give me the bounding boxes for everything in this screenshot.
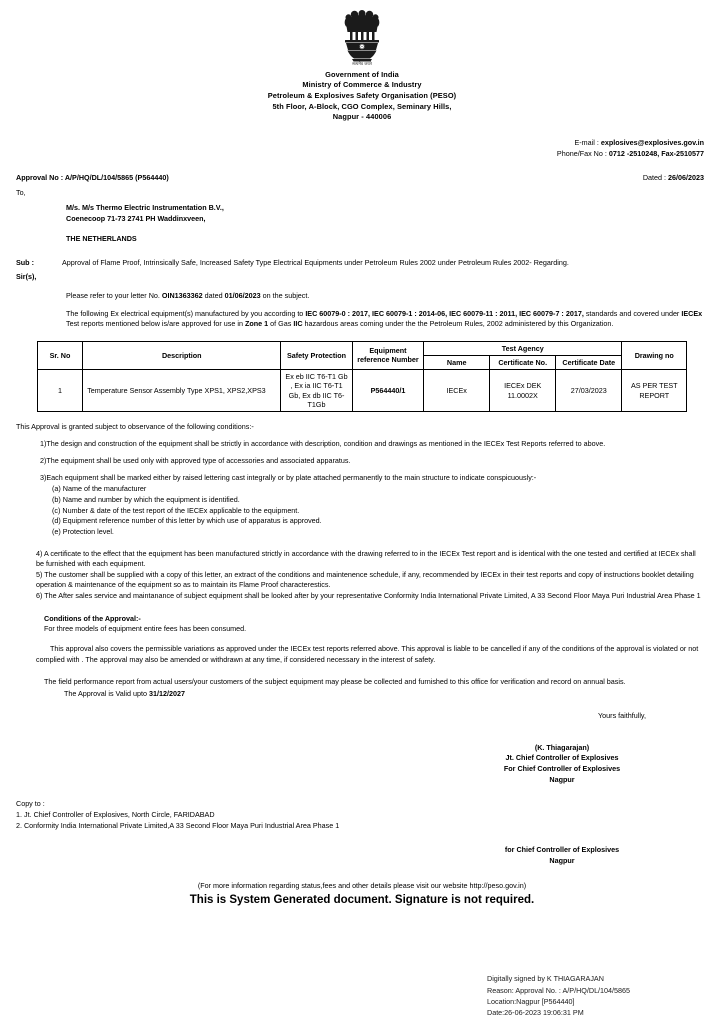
condition-3-sub-e: (e) Protection level.: [52, 527, 114, 537]
field-performance-paragraph: The field performance report from actual users/your customers of the subject equipment may please be collected and furnished to this office for verification and record on annual basis.: [44, 677, 626, 687]
standards-list: IEC 60079-0 : 2017, IEC 60079-1 : 2014-06, IEC 60079-11 : 2011, IEC 60079-7 : 2017,: [305, 309, 584, 319]
signatory-block: [416, 743, 708, 786]
standards-prefix: The following Ex electrical equipment(s) manufactured by you according to: [66, 309, 304, 319]
cell-safety-protection: Ex eb IIC T6-T1 Gb , Ex ia IIC T6-T1 Gb, Ex db IIC T6-T1Gb: [281, 369, 352, 411]
ref-middle: dated: [204, 290, 223, 300]
header-agency-name: Name: [424, 355, 490, 369]
organisation-address-block: [16, 70, 708, 124]
digisig-signed-by: Digitally signed by K THIAGARAJAN: [487, 974, 604, 984]
header-certificate-no: Certificate No.: [490, 355, 556, 369]
condition-item-4: 4) A certificate to the effect that the equipment has been manufactured strictly in accordance with the drawing referred to in the IECEx Test report and is identical with the one tested and certified at IECEx shall be furnished with each equipment.: [36, 549, 696, 569]
validity-prefix: The Approval is Valid upto: [64, 688, 147, 698]
for-cce-city: Nagpur: [549, 856, 575, 865]
equipment-table: [37, 341, 687, 412]
org-line-2: Ministry of Commerce & Industry: [302, 80, 422, 90]
signatory-name: (K. Thiagarajan): [534, 742, 590, 752]
svg-text:सत्यमेव जयते: सत्यमेव जयते: [352, 61, 372, 66]
org-line-3: Petroleum & Explosives Safety Organisation (PESO): [267, 90, 457, 100]
addressee-block: [66, 203, 708, 225]
addressee-line-1: M/s. M/s Thermo Electric Instrumentation B.V.,: [66, 203, 224, 213]
signatory-title-2: For Chief Controller of Explosives: [503, 764, 621, 774]
header-sr-no: Sr. No: [37, 341, 82, 369]
standards-mid-2: Test reports mentioned below is/are approved for use in: [66, 319, 243, 329]
condition-item-2: 2)The equipment shall be used only with approved type of accessories and associated apparatus.: [40, 455, 351, 465]
copy-to-item-2: 2. Conformity India International Private Limited,A 33 Second Floor Maya Puri Industrial Area Phase 1: [16, 821, 340, 831]
condition-3-subitems: [52, 484, 708, 538]
condition-item-3: 3)Each equipment shall be marked either by raised lettering cast integrally or by plate attached permanently to the main structure to indicate conspicuously:-: [40, 472, 537, 482]
email-value: explosives@explosives.gov.in: [600, 138, 704, 148]
header-test-agency: Test Agency: [424, 341, 622, 355]
header-safety-protection: Safety Protection: [281, 341, 352, 369]
phone-label: Phone/Fax No :: [556, 149, 607, 159]
subject-text: Approval of Flame Proof, Intrinsically Safe, Increased Safety Type Electrical Equipments under Petroleum Rules 2002 under Petroleum Rules 2002- Regarding.: [62, 257, 569, 267]
gas-group: IIC: [293, 319, 303, 329]
digisig-date: Date:26-06-2023 19:06:31 PM: [487, 1007, 584, 1017]
website-info-line: (For more information regarding status,fees and other details please visit our website http://peso.gov.in): [197, 880, 527, 890]
to-label: To,: [16, 187, 26, 197]
header-description: Description: [83, 341, 281, 369]
contact-block: [16, 137, 708, 159]
table-row: [37, 369, 686, 411]
conditions-intro: This Approval is granted subject to observance of the following conditions:-: [16, 422, 254, 432]
condition-3-sub-d: (d) Equipment reference number of this letter by which use of apparatus is approved.: [52, 516, 322, 526]
salutation: Sir(s),: [16, 272, 37, 282]
email-row: [16, 137, 704, 148]
standards-paragraph: [66, 309, 708, 330]
standards-scheme: IECEx: [681, 309, 703, 319]
standards-mid-3: of Gas: [270, 319, 292, 329]
validity-date: 31/12/2027: [148, 688, 185, 698]
table-header-row-1: [37, 341, 686, 355]
subject-label: Sub :: [16, 257, 34, 267]
cell-description: Temperature Sensor Assembly Type XPS1, XPS2,XPS3: [83, 369, 281, 411]
signatory-city: Nagpur: [549, 774, 575, 784]
dated-value: 26/06/2023: [668, 173, 704, 183]
validity-line: [64, 689, 708, 699]
header-drawing-no: Drawing no: [622, 341, 687, 369]
digisig-reason: Reason: Approval No. : A/P/HQ/DL/104/5865: [487, 985, 631, 995]
subject-row: [16, 258, 708, 268]
addressee-country: THE NETHERLANDS: [66, 234, 137, 244]
approval-number: Approval No : A/P/HQ/DL/104/5865 (P564440): [16, 173, 169, 183]
header-equipment-reference: Equipment reference Number: [352, 341, 423, 369]
cell-certificate-date: 27/03/2023: [556, 369, 622, 411]
dated-label: Dated :: [642, 173, 667, 183]
for-cce-title: for Chief Controller of Explosives: [504, 845, 620, 855]
org-line-5: Nagpur - 440006: [332, 112, 392, 122]
india-national-emblem-icon: [339, 8, 385, 66]
signatory-title-1: Jt. Chief Controller of Explosives: [505, 753, 619, 763]
phone-value: 0712 -2510248, Fax-2510577: [608, 149, 704, 159]
cell-agency-name: IECEx: [424, 369, 490, 411]
condition-3-sub-c: (c) Number & date of the test report of the IECEx applicable to the equipment.: [52, 505, 300, 515]
condition-item-6: 6) The After sales service and maintanance of subject equipment shall be looked after by your representative Conformity India International Private Limited, A 33 Second Floor Maya Puri Industrial Area Phase 1: [36, 590, 701, 600]
copy-to-label: Copy to :: [16, 798, 45, 808]
ref-letter-date: 01/06/2023: [224, 290, 261, 300]
emblem-container: [16, 0, 708, 69]
ref-prefix: Please refer to your letter No.: [66, 290, 160, 300]
conditions-of-approval-text: For three models of equipment entire fees has been consumed.: [44, 623, 247, 633]
yours-faithfully: Yours faithfully,: [598, 711, 646, 721]
approval-header-row: [16, 173, 708, 183]
standards-mid-1: standards and covered under: [585, 309, 680, 319]
conditions-of-approval-title: Conditions of the Approval:-: [44, 614, 141, 624]
standards-suffix: hazardous areas coming under the the Petroleum Rules, 2002 administered by this Organization.: [304, 319, 614, 329]
letter-date: [643, 173, 704, 183]
condition-item-1: 1)The design and construction of the equipment shall be strictly in accordance with description, condition and drawings as mentioned in the IECEx Test Reports referred to above.: [40, 438, 606, 448]
condition-3-sub-b: (b) Name and number by which the equipment is identified.: [52, 494, 240, 504]
cell-sr-no: 1: [37, 369, 82, 411]
addressee-line-2: Coenecoop 71-73 2741 PH Waddinxveen,: [66, 214, 206, 224]
email-label: E-mail :: [574, 138, 599, 148]
ref-suffix: on the subject.: [262, 290, 310, 300]
condition-3-sub-a: (a) Name of the manufacturer: [52, 484, 147, 494]
org-line-1: Government of India: [325, 69, 399, 79]
ref-letter-number: OIN1363362: [161, 290, 203, 300]
copy-to-item-1: 1. Jt. Chief Controller of Explosives, North Circle, FARIDABAD: [16, 809, 215, 819]
reference-paragraph: [66, 291, 708, 301]
cell-drawing-no: AS PER TEST REPORT: [622, 369, 687, 411]
system-generated-notice: This is System Generated document. Signature is not required.: [189, 894, 535, 907]
copy-to-block: [16, 798, 708, 831]
hazardous-zone: Zone 1: [245, 319, 269, 329]
permissible-variations-paragraph: This approval also covers the permissible variations as approved under the IECEx test reports referred above. This approval is liable to be cancelled if any of the conditions of the approval is violated or not complied with . The approval may also be amended or withdrawn at any time, if considered necessary in the interest of safety.: [36, 644, 699, 664]
cell-certificate-no: IECEx DEK 11.0002X: [490, 369, 556, 411]
org-line-4: 5th Floor, A-Block, CGO Complex, Seminary Hills,: [272, 101, 452, 111]
condition-item-5: 5) The customer shall be supplied with a copy of this letter, an extract of the conditions and maintenence schedule, if any, recommended by IECEx in their test reports and copy of instructions booklet detailing operation & maintenance of the equipment so as to maintain its Flame Proof characterestics.: [36, 569, 694, 590]
for-chief-controller-block: [416, 845, 708, 867]
cell-equipment-reference: P564440/1: [352, 369, 423, 411]
phone-row: [16, 148, 704, 159]
header-certificate-date: Certificate Date: [556, 355, 622, 369]
digisig-location: Location:Nagpur [P564440]: [487, 996, 575, 1006]
digital-signature-block: [487, 973, 630, 1018]
